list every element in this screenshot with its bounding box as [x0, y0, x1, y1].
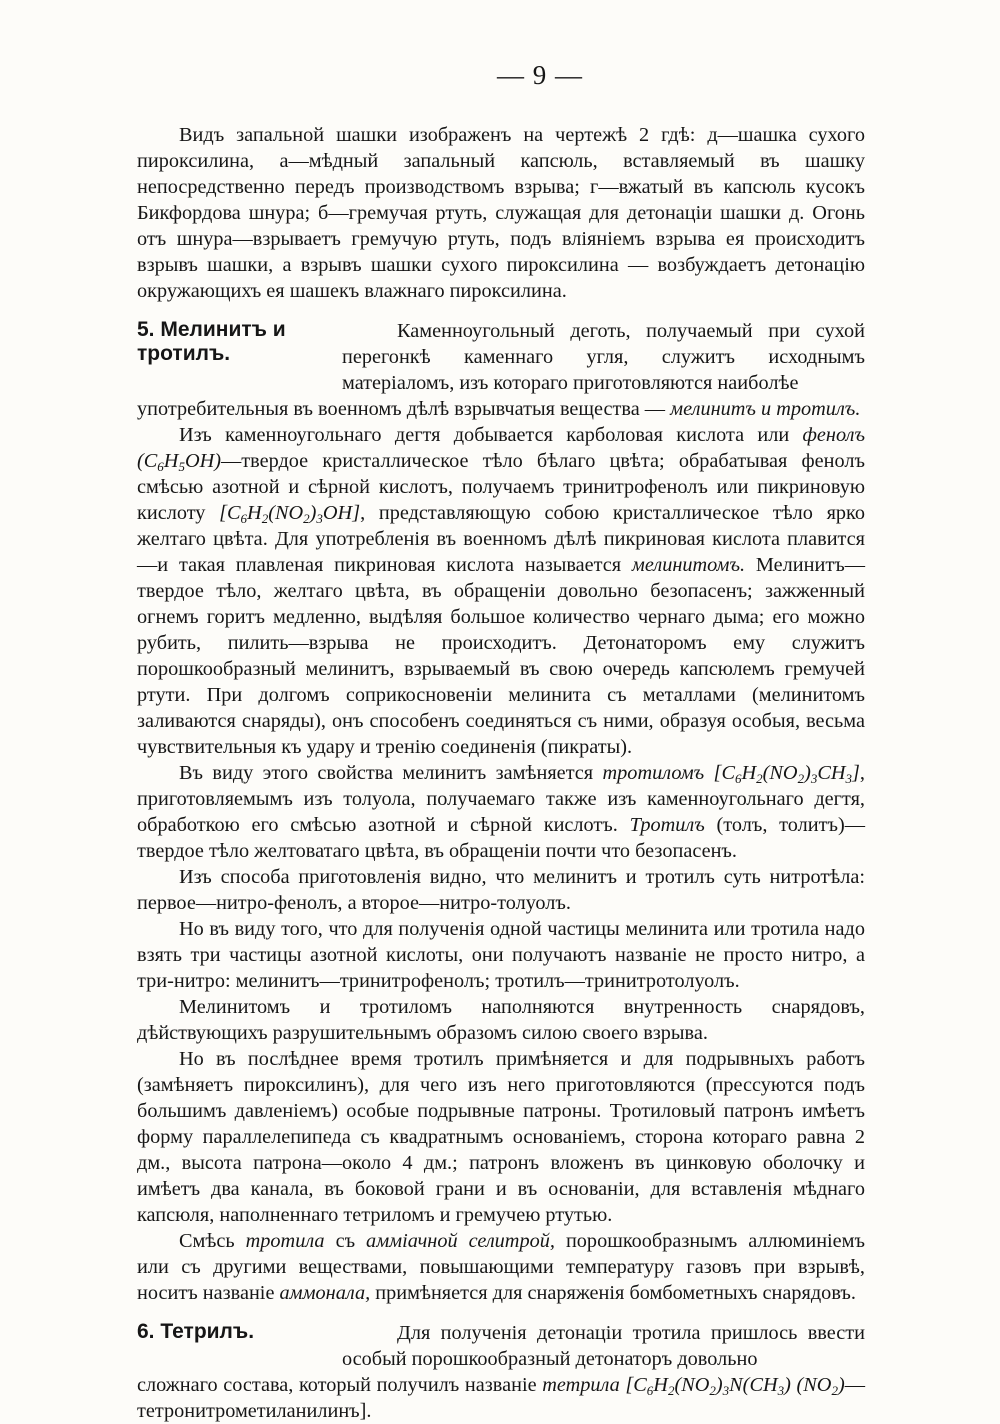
paragraph-demolition-charges: Но въ послѣднее время тротилъ примѣняется и для подрывныхъ работъ (замѣняетъ пироксилинъ), для чего изъ него приготовляются (прессуются подъ большимъ давленіемъ) особые подрывные патроны. Тротиловый патронъ имѣетъ форму параллелепипеда съ квадратнымъ основаніемъ, сторона котораго равна 2 дм., высота патрона—около 4 дм.; патронъ вложенъ въ цинковую оболочку и имѣетъ два канала, въ боковой грани и въ основаніи, для вставленія мѣднаго капсюля, наполненнаго тетриломъ и гремучею ртутью.: [137, 1048, 865, 1226]
section-6-lead: Для полученія детонаціи тротила пришлось ввести особый порошкообразный детонаторъ довольно: [342, 1322, 865, 1370]
section-5-lead: Каменноугольный деготь, получаемый при сухой перегонкѣ каменнаго угля, служитъ исходнымъ матеріаломъ, изъ котораго приготовляются наиболѣе: [342, 320, 865, 394]
formula-phenol: $(C_6H_5OH)$: [137, 450, 221, 474]
formula-picric-acid: $[C_6H_2(NO_2)_3OH]$: [219, 502, 361, 526]
paragraph-shell-filling: Мелинитомъ и тротиломъ наполняются внутренность снарядовъ, дѣйствующихъ разрушительнымъ образомъ силою своего взрыва.: [137, 996, 865, 1044]
page-number: — 9 —: [497, 60, 583, 90]
formula-trotyl: $[C_6H_2(NO_2)_3CH_3]$: [704, 762, 860, 786]
section-heading-tetryl: 6. Тетрилъ.: [137, 1320, 255, 1343]
paragraph-ammonal: Смѣсь тротила съ аммiачной селитрой, порошкообразнымъ аллюминіемъ или съ другими веществами, повышающими температуру газовъ при взрывѣ, носитъ названіе аммонала, примѣняется для снаряженія бомбометныхъ снарядовъ.: [137, 1230, 866, 1304]
paragraph-phenol: Изъ каменноугольнаго дегтя добывается карболовая кислота или фенолъ $(C_6H_5OH)—твердое$ кристаллическое тѣло бѣлаго цвѣта; обрабатывая фенолъ смѣсью азотной и сѣрной кислотъ, получаемъ тринитрофенолъ или пикриновую кислоту $[C_6H_2(NO_2)_3OH]$, представляющую собою кристаллическое тѣло ярко желтаго цвѣта. Для употребленія въ военномъ дѣлѣ пикриновая кислота плавится—и такая плавленая пикриновая кислота называется мелинитомъ. Мелинитъ—твердое тѣло, желтаго цвѣта, въ обращеніи довольно безопасенъ; зажженный огнемъ горитъ медленно, выдѣляя большое количество чернаго дыма; его можно рубить, пилить—взрыва не происходитъ. Детонаторомъ ему служитъ порошкообразный мелинитъ, взрываемый въ свою очередь капсюлемъ гремучей ртути. При долгомъ соприкосновеніи мелинита съ металлами (мелинитомъ заливаются снаряды), онъ способенъ соединяться съ ними, образуя особыя, весьма чувствительныя къ удару и тренію соединенія (пикраты).: [137, 424, 865, 758]
body-text: [137, 122, 865, 1424]
section-6-rest: сложнаго состава, который получилъ названіе тетрила [$C_6H_2(NO_2)_3N(CH_3)$ $(NO_2)—тетронитрометиланилинъ$].: [137, 1374, 865, 1422]
italic-terms: мелинитъ и тротилъ.: [670, 398, 861, 420]
paragraph-trinitro: Но въ виду того, что для полученія одной частицы мелинита или тротила надо взять три частицы азотной кислоты, они получаютъ названіе не просто нитро, а три-нитро: мелинитъ—тринитрофенолъ; тротилъ—тринитротолуолъ.: [137, 918, 865, 992]
formula-tetryl: [$C_6H_2(NO_2)_3N(CH_3)$ $(NO_2)$: [619, 1374, 845, 1398]
paragraph-nitro-bodies: Изъ способа приготовленія видно, что мелинитъ и тротилъ суть нитротѣла: первое—нитро-фенолъ, а второе—нитро-толуолъ.: [137, 866, 865, 914]
paragraph-fuse-description: Видъ запальной шашки изображенъ на чертежѣ 2 гдѣ: д—шашка сухого пироксилина, а—мѣдный запальный капсюль, вставляемый въ шашку непосредственно передъ производствомъ взрыва; г—вжатый въ капсюль кусокъ Бикфордова шнура; б—гремучая ртуть, служащая для детонаціи шашки д. Огонь отъ шнура—взрываетъ гремучую ртуть, подъ вліяніемъ взрыва ея происходитъ взрывъ шашки, а взрывъ шашки сухого пироксилина — возбуждаетъ детонацію окружающихъ ея шашекъ влажнаго пироксилина.: [137, 124, 865, 302]
section-heading-melinite: 5. Мелинитъ и тротилъ.: [137, 318, 286, 365]
section-5: [137, 318, 865, 396]
section-6: [137, 1320, 865, 1372]
section-5-rest: употребительныя въ военномъ дѣлѣ взрывчатыя вещества — мелинитъ и тротилъ.: [137, 398, 861, 420]
paragraph-trotyl: Въ виду этого свойства мелинитъ замѣняется тротиломъ $[C_6H_2(NO_2)_3CH_3]$, приготовляемымъ изъ толуола, получаемаго также изъ каменноугольнаго дегтя, обработкою его смѣсью азотной и сѣрной кислотъ. Тротилъ (толъ, толитъ)—твердое тѣло желтоватаго цвѣта, въ обращеніи почти что безопасенъ.: [137, 762, 865, 862]
